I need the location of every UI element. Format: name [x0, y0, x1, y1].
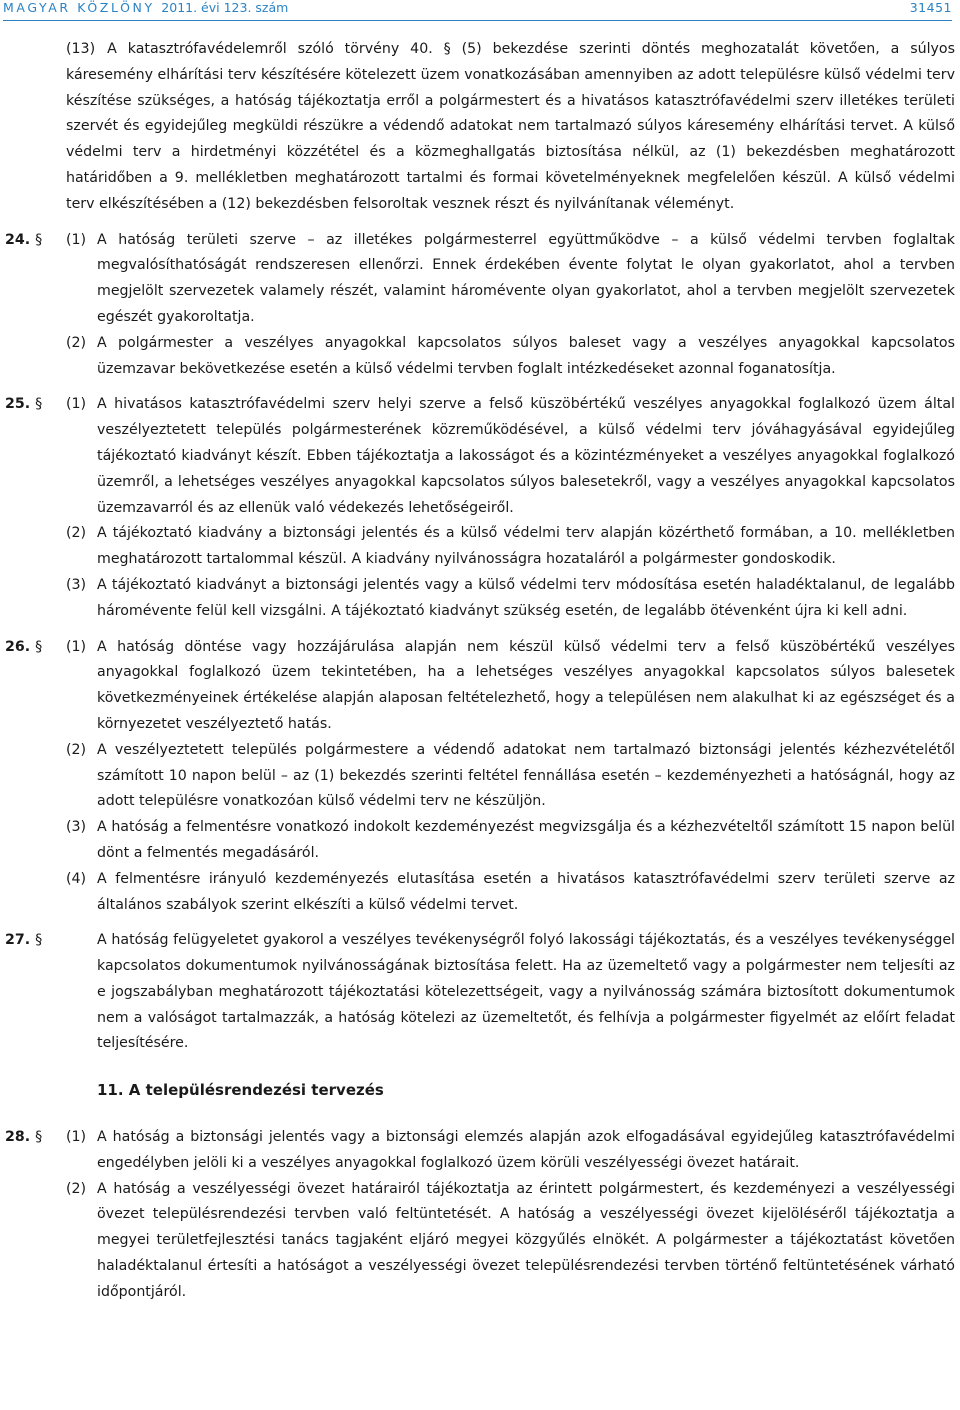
paragraph-number: (3)	[66, 576, 87, 593]
paragraph-number: (1)	[66, 396, 87, 413]
paragraph-text: A hatóság területi szerve – az illetékes polgármesterrel együttműködve – a külső védelmi tervben foglaltak megvalósíthatóságát rendszeresen ellenőrzi. Ennek érdekében évente folytat le olyan gyakorlatot, ahol a tervben megjelölt szervezetek valamely részét, valamint háromévente olyan gyakorlatot, ahol a tervben megjelölt szervezetek egészét gyakoroltatja.	[97, 231, 955, 325]
paragraph-text: A veszélyeztetett település polgármestere a védendő adatokat nem tartalmazó biztonsági jelentés kézhezvételétől számított 10 napon belül – az (1) bekezdés szerinti feltétel fennállása esetén – kezdeményezheti a hatóságnál, hogy az adott településre vonatkozóan külső védelmi terv ne készüljön.	[97, 741, 955, 810]
intro-paragraph	[0, 37, 960, 218]
section-26-p2	[0, 738, 960, 815]
journal-title: MAGYAR KÖZLÖNY	[3, 0, 155, 15]
paragraph-text: A katasztrófavédelemről szóló törvény 40. § (5) bekezdése szerinti döntés meghozatalát követően, a súlyos káresemény elhárítási terv készítésére kötelezett üzem vonatkozásában amennyiben az adott településre külső védelmi terv készítése szükséges, a hatóság tájékoztatja erről a polgármestert és a hivatásos katasztrófavédelmi szerv illetékes területi szervét és egyidejűleg megküldi részükre a védendő adatokat nem tartalmazó súlyos káresemény elhárítási tervet. A külső védelmi terv a hirdetményi közzététel és a közmeghallgatás biztosítása nélkül, az (1) bekezdésben meghatározott határidőben a 9. mellékletben meghatározott tartalmi és formai követelményeknek megfelelően készül. A külső védelmi terv elkészítésében a (12) bekezdésben felsoroltak vesznek részt és nyilvánítanak véleményt.	[66, 41, 955, 212]
paragraph-text: A hivatásos katasztrófavédelmi szerv helyi szerve a felső küszöbértékű veszélyes anyagokkal foglalkozó üzem által veszélyeztetett település polgármesterének közreműködésével, a külső védelmi terv jóváhagyásával egyidejűleg tájékoztató kiadványt készít. Ebben tájékoztatja a lakosságot és a közintézményeket a veszélyes anyagokkal foglalkozó üzemről, a lehetséges veszélyes anyagokkal kapcsolatos súlyos balesetekről, vagy a veszélyes anyagokkal kapcsolatos üzemzavarról és az ellenük való védekezés lehetőségeiről.	[97, 396, 955, 516]
section-number: 28. §	[5, 1129, 43, 1146]
paragraph-number: (2)	[66, 741, 87, 758]
section-24-p2	[0, 331, 960, 383]
page-number: 31451	[909, 0, 952, 15]
paragraph-number: (2)	[66, 1180, 87, 1197]
paragraph-number: (1)	[66, 638, 87, 655]
section-28-p1	[0, 1125, 960, 1177]
paragraph-text: A felmentésre irányuló kezdeményezés elutasítása esetén a hivatásos katasztrófavédelmi szerv területi szerve az általános szabályok szerint elkészíti a külső védelmi tervet.	[97, 870, 955, 913]
section-25-p3	[0, 573, 960, 625]
section-27	[0, 928, 960, 1057]
paragraph-text: A hatóság a felmentésre vonatkozó indokolt kezdeményezést megvizsgálja és a kézhezvételtől számított 15 napon belül dönt a felmentés megadásáról.	[97, 819, 955, 861]
issue-label: 2011. évi 123. szám	[161, 0, 289, 15]
paragraph-text: A hatóság a biztonsági jelentés vagy a biztonsági elemzés alapján azok elfogadásával egyidejűleg katasztrófavédelmi engedélyben jelöli ki a veszélyes anyagokkal foglalkozó üzem körüli veszélyességi övezet határait.	[97, 1129, 955, 1171]
section-25-p2	[0, 521, 960, 573]
paragraph-text: A tájékoztató kiadvány a biztonsági jelentés és a külső védelmi terv alapján közérthető formában, a 10. mellékletben meghatározott tartalommal készül. A kiadvány nyilvánosságra hozataláról a polgármester gondoskodik.	[97, 525, 955, 568]
section-number: 25. §	[5, 396, 43, 413]
page-header	[3, 0, 952, 21]
paragraph-text: A polgármester a veszélyes anyagokkal kapcsolatos súlyos baleset vagy a veszélyes anyagokkal kapcsolatos üzemzavar bekövetkezése esetén a külső védelmi tervben foglalt intézkedéseket azonnal foganatosítja.	[97, 334, 955, 377]
paragraph-number: (2)	[66, 334, 87, 351]
paragraph-text: A hatóság a veszélyességi övezet határairól tájékoztatja az érintett polgármestert, és kezdeményezi a veszélyességi övezet településrendezési tervben való feltüntetését. A hatóság a veszélyességi övezet kijelöléséről tájékoztatja a megyei területfejlesztési tanács tagjaként eljáró megyei közgyűlés elnökét. A polgármester a tájékoztatást követően haladéktalanul értesíti a hatóságot a veszélyességi övezet településrendezési tervben történő feltüntetésének várható időpontjáról.	[97, 1180, 955, 1300]
document-body	[0, 37, 960, 1316]
section-26-p3	[0, 815, 960, 867]
paragraph-text: A hatóság felügyeletet gyakorol a veszélyes tevékenységről folyó lakossági tájékoztatás, és a veszélyes tevékenységgel kapcsolatos dokumentumok nyilvánosságának biztosítása felett. Ha az üzemeltető vagy a polgármester nem teljesíti az e jogszabályban meghatározott tájékoztatási kötelezettségeit, vagy a nyilvánosság számára biztosított dokumentumok nem a valóságot tartalmazzák, a hatóság kötelezi az üzemeltetőt, és felhívja a polgármester figyelmét az előírt feladat teljesítésére.	[97, 932, 955, 1052]
paragraph-number: (1)	[66, 1129, 87, 1146]
paragraph-text: A tájékoztató kiadványt a biztonsági jelentés vagy a külső védelmi terv módosítása esetén haladéktalanul, de legalább háromévente felül kell vizsgálni. A tájékoztató kiadványt szükség esetén, de legalább ötévenként újra ki kell adni.	[97, 576, 955, 619]
paragraph-number: (1)	[66, 231, 87, 248]
paragraph-number: (2)	[66, 525, 87, 542]
paragraph-number: (13)	[66, 41, 96, 57]
section-26-p4	[0, 867, 960, 919]
section-28-p2	[0, 1177, 960, 1306]
section-25-p1	[0, 392, 960, 521]
section-number: 24. §	[5, 231, 43, 248]
chapter-heading: 11. A településrendezési tervezés	[97, 1081, 384, 1100]
section-24-p1	[0, 228, 960, 331]
paragraph-number: (3)	[66, 819, 87, 836]
section-number: 27. §	[5, 932, 43, 949]
paragraph-text: A hatóság döntése vagy hozzájárulása alapján nem készül külső védelmi terv a felső küszöbértékű veszélyes anyagokkal foglalkozó üzem tekintetében, ha a lehetséges veszélyes anyagokkal kapcsolatos súlyos balesetek következményeinek értékelése alapján alaposan feltételezhető, hogy a településen nem alakulhat ki az egészséget és a környezetet veszélyeztető hatás.	[97, 638, 955, 732]
section-number: 26. §	[5, 638, 43, 655]
section-26-p1	[0, 635, 960, 738]
paragraph-number: (4)	[66, 870, 87, 887]
running-head	[3, 0, 288, 15]
